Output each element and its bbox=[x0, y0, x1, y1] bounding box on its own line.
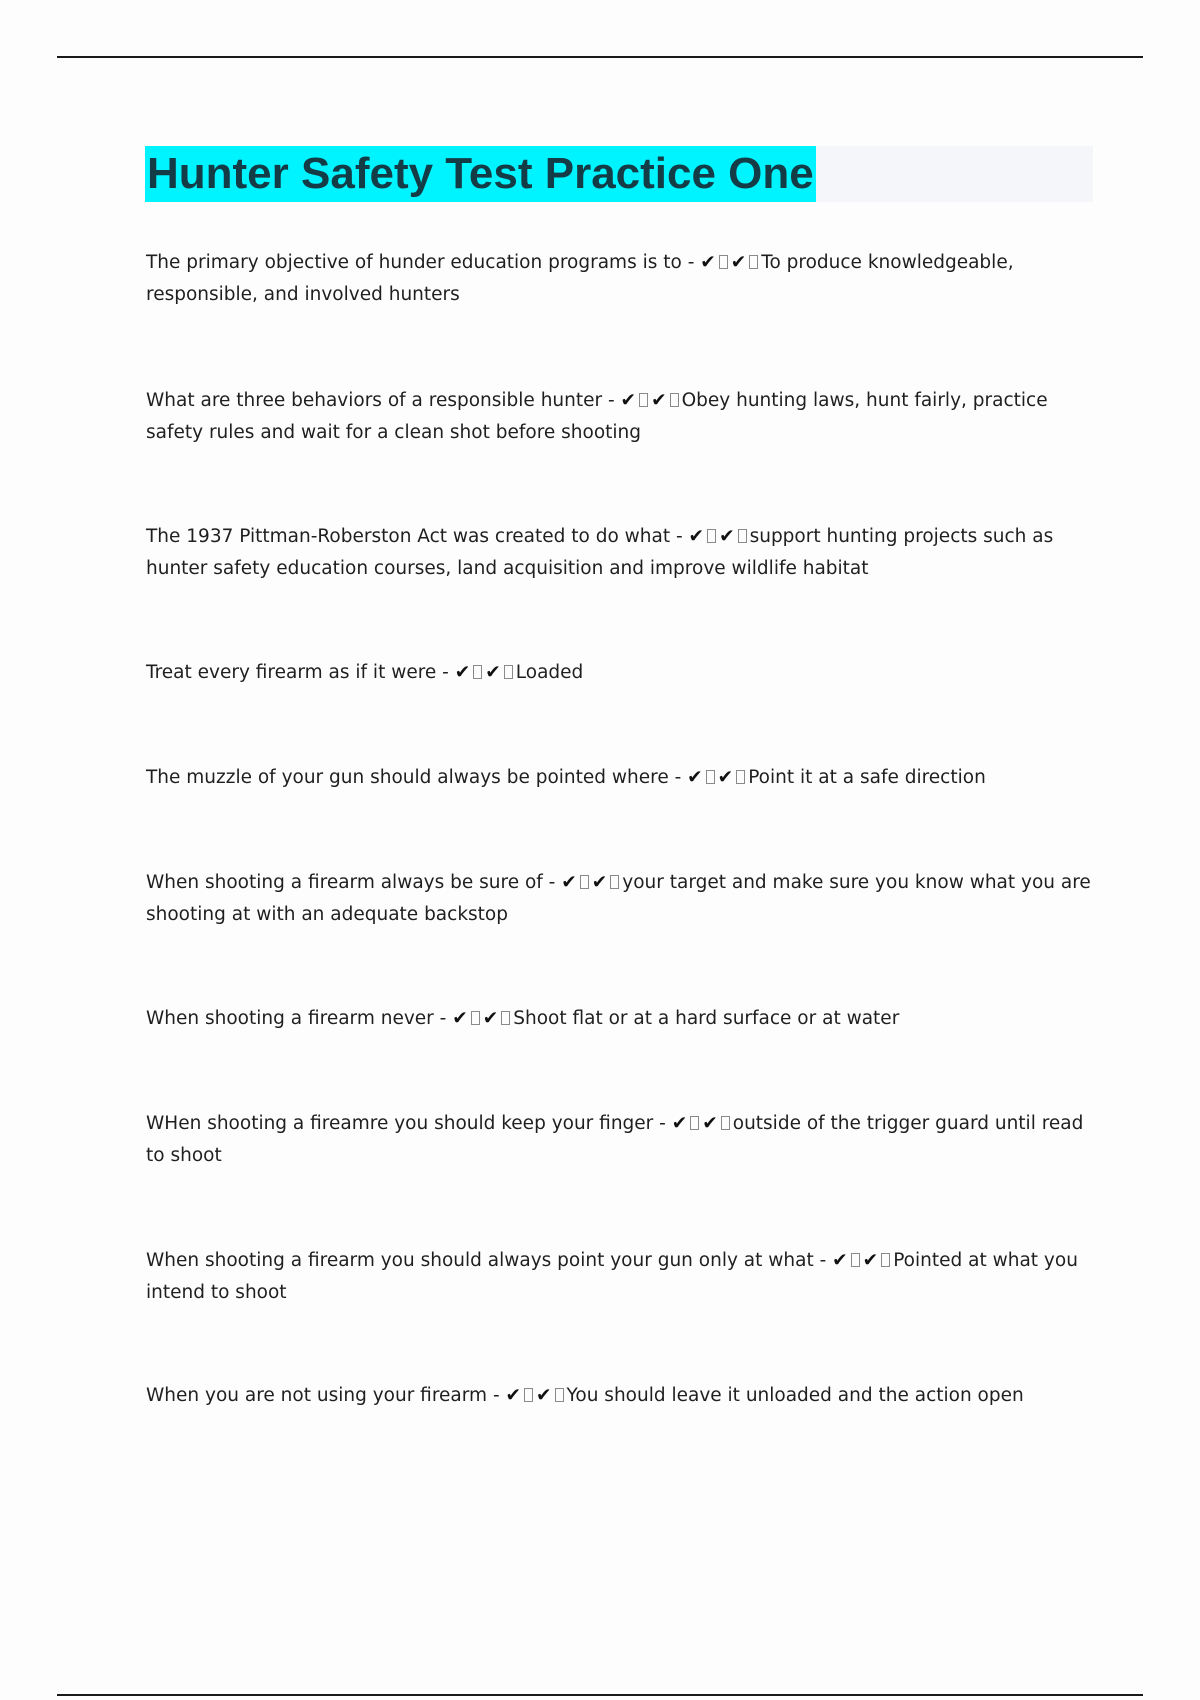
question-text: The muzzle of your gun should always be pointed where bbox=[146, 767, 669, 788]
missing-glyph-box-icon bbox=[504, 665, 513, 679]
missing-glyph-box-icon bbox=[851, 1253, 860, 1267]
question-text: When shooting a firearm never bbox=[146, 1008, 434, 1029]
checkmark-icon: ✔ bbox=[620, 390, 637, 411]
checkmark-icon: ✔ bbox=[452, 1008, 468, 1029]
missing-glyph-box-icon bbox=[471, 1011, 480, 1025]
header-rule bbox=[57, 56, 1143, 58]
checkmark-icon: ✔ bbox=[719, 526, 735, 547]
checkmark-icon: ✔ bbox=[505, 1385, 522, 1406]
missing-glyph-box-icon bbox=[881, 1253, 890, 1267]
checkmark-icon: ✔ bbox=[482, 1008, 499, 1029]
separator: - bbox=[433, 1008, 453, 1029]
checkmark-icon: ✔ bbox=[688, 526, 705, 547]
qa-item bbox=[146, 1245, 1096, 1309]
question-text: The 1937 Pittman-Roberston Act was created to do what bbox=[146, 526, 671, 547]
footer-rule bbox=[57, 1694, 1143, 1696]
qa-item bbox=[146, 1108, 1096, 1172]
qa-item bbox=[146, 867, 1096, 931]
qa-item bbox=[146, 1003, 1096, 1035]
checkmark-icon: ✔ bbox=[651, 390, 667, 411]
question-text: When shooting a firearm you should always point your gun only at what bbox=[146, 1250, 814, 1271]
checkmark-icon: ✔ bbox=[454, 662, 471, 683]
checkmark-icon: ✔ bbox=[536, 1385, 552, 1406]
checkmark-icon: ✔ bbox=[687, 767, 703, 788]
answer-text: You should leave it unloaded and the action open bbox=[566, 1385, 1024, 1406]
qa-item bbox=[146, 762, 1096, 794]
missing-glyph-box-icon bbox=[639, 393, 648, 407]
answer-text: To produce knowledgeable, responsible, and involved hunters bbox=[146, 252, 1014, 305]
missing-glyph-box-icon bbox=[690, 1116, 699, 1130]
separator: - bbox=[681, 252, 701, 273]
separator: - bbox=[542, 872, 562, 893]
answer-text: outside of the trigger guard until read to shoot bbox=[146, 1113, 1084, 1166]
question-text: Treat every firearm as if it were bbox=[146, 662, 437, 683]
answer-text: Point it at a safe direction bbox=[748, 767, 986, 788]
missing-glyph-box-icon bbox=[580, 875, 589, 889]
question-text: The primary objective of hunder education programs is to bbox=[146, 252, 682, 273]
qa-item bbox=[146, 247, 1096, 311]
checkmark-icon: ✔ bbox=[561, 872, 577, 893]
answer-text: your target and make sure you know what you are shooting at with an adequate backstop bbox=[146, 872, 1091, 925]
missing-glyph-box-icon bbox=[738, 529, 747, 543]
checkmark-icon: ✔ bbox=[700, 252, 716, 273]
answer-text: Pointed at what you intend to shoot bbox=[146, 1250, 1078, 1303]
qa-item bbox=[146, 521, 1096, 585]
checkmark-icon: ✔ bbox=[591, 872, 608, 893]
qa-item bbox=[146, 385, 1096, 449]
page-title: Hunter Safety Test Practice One bbox=[145, 146, 816, 202]
missing-glyph-box-icon bbox=[473, 665, 482, 679]
checkmark-icon: ✔ bbox=[862, 1250, 879, 1271]
answer-text: Shoot flat or at a hard surface or at water bbox=[513, 1008, 900, 1029]
checkmark-icon: ✔ bbox=[671, 1113, 688, 1134]
separator: - bbox=[436, 662, 455, 683]
separator: - bbox=[813, 1250, 833, 1271]
separator: - bbox=[602, 390, 621, 411]
separator: - bbox=[668, 767, 688, 788]
missing-glyph-box-icon bbox=[736, 770, 745, 784]
missing-glyph-box-icon bbox=[524, 1388, 533, 1402]
checkmark-icon: ✔ bbox=[485, 662, 501, 683]
answer-text: Loaded bbox=[515, 662, 584, 683]
missing-glyph-box-icon bbox=[670, 393, 679, 407]
checkmark-icon: ✔ bbox=[702, 1113, 718, 1134]
missing-glyph-box-icon bbox=[706, 770, 715, 784]
missing-glyph-box-icon bbox=[719, 255, 728, 269]
separator: - bbox=[670, 526, 689, 547]
missing-glyph-box-icon bbox=[555, 1388, 564, 1402]
separator: - bbox=[487, 1385, 506, 1406]
checkmark-icon: ✔ bbox=[730, 252, 747, 273]
missing-glyph-box-icon bbox=[707, 529, 716, 543]
checkmark-icon: ✔ bbox=[832, 1250, 848, 1271]
answer-text: Obey hunting laws, hunt fairly, practice safety rules and wait for a clean shot before shooting bbox=[146, 390, 1048, 443]
qa-item bbox=[146, 657, 1096, 689]
checkmark-icon: ✔ bbox=[717, 767, 734, 788]
missing-glyph-box-icon bbox=[501, 1011, 510, 1025]
question-text: WHen shooting a fireamre you should keep your finger bbox=[146, 1113, 654, 1134]
missing-glyph-box-icon bbox=[749, 255, 758, 269]
question-text: When shooting a firearm always be sure of bbox=[146, 872, 543, 893]
separator: - bbox=[653, 1113, 672, 1134]
missing-glyph-box-icon bbox=[721, 1116, 730, 1130]
missing-glyph-box-icon bbox=[610, 875, 619, 889]
qa-item bbox=[146, 1380, 1096, 1412]
question-text: When you are not using your firearm bbox=[146, 1385, 488, 1406]
answer-text: support hunting projects such as hunter safety education courses, land acquisition and improve wildlife habitat bbox=[146, 526, 1054, 579]
question-text: What are three behaviors of a responsible hunter bbox=[146, 390, 603, 411]
